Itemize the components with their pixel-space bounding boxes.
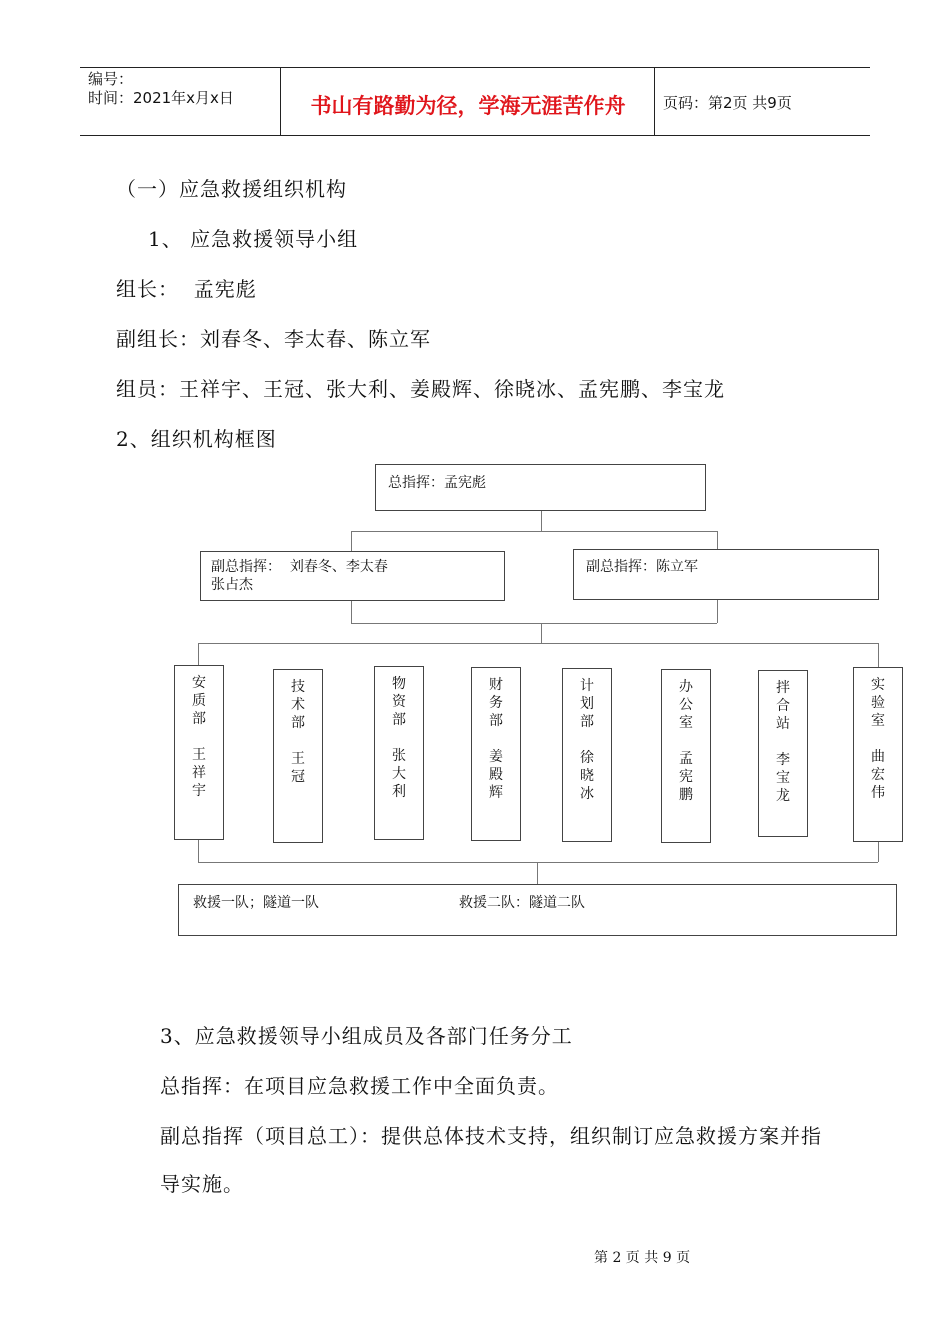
header-motto: 书山有路勤为径，学海无涯苦作舟 bbox=[310, 94, 626, 118]
person-char: 王 bbox=[192, 747, 206, 763]
deputy-commander-left-extra: 张占杰 bbox=[211, 577, 253, 593]
dept-char: 站 bbox=[776, 716, 790, 732]
dept-char: 合 bbox=[776, 698, 790, 714]
connector bbox=[351, 600, 352, 623]
rescue-teams-box bbox=[178, 884, 897, 936]
footer-page-number: 第 2 页 共 9 页 bbox=[594, 1250, 691, 1266]
leader-line: 组长： 孟宪彪 bbox=[116, 277, 257, 301]
person-char: 龙 bbox=[776, 788, 790, 804]
dept-char: 划 bbox=[580, 696, 594, 712]
person-char: 祥 bbox=[192, 765, 206, 781]
person-char: 鹏 bbox=[679, 787, 693, 803]
connector bbox=[541, 511, 542, 531]
header-page-info: 页码：第2页 共9页 bbox=[663, 94, 792, 112]
dept-char: 室 bbox=[679, 715, 693, 731]
person-char: 冰 bbox=[580, 786, 594, 802]
dept-char: 实 bbox=[871, 677, 885, 693]
connector bbox=[878, 842, 879, 862]
person-char: 晓 bbox=[580, 768, 594, 784]
dept-char: 部 bbox=[192, 711, 206, 727]
person-char: 冠 bbox=[291, 769, 305, 785]
connector bbox=[198, 840, 199, 862]
department-box bbox=[273, 669, 323, 843]
dept-char: 部 bbox=[489, 713, 503, 729]
dept-char: 计 bbox=[580, 678, 594, 694]
header-bottom-border bbox=[80, 135, 870, 136]
chief-commander-duty: 总指挥：在项目应急救援工作中全面负责。 bbox=[160, 1074, 559, 1098]
person-char: 宏 bbox=[871, 767, 885, 783]
department-box bbox=[758, 670, 808, 837]
dept-char: 办 bbox=[679, 679, 693, 695]
dept-char: 物 bbox=[392, 676, 406, 692]
person-char: 宪 bbox=[679, 769, 693, 785]
connector bbox=[198, 643, 878, 644]
connector bbox=[537, 862, 538, 884]
chief-commander-label: 总指挥：孟宪彪 bbox=[388, 475, 486, 491]
department-box bbox=[174, 665, 224, 840]
connector bbox=[351, 623, 717, 624]
connector bbox=[717, 531, 718, 549]
person-char: 宇 bbox=[192, 783, 206, 799]
person-char: 殿 bbox=[489, 767, 503, 783]
dept-char: 公 bbox=[679, 697, 693, 713]
dept-char: 部 bbox=[291, 715, 305, 731]
deputy-commander-left-label: 副总指挥： 刘春冬、李太春 bbox=[211, 559, 388, 575]
person-char: 孟 bbox=[679, 751, 693, 767]
person-char: 曲 bbox=[871, 749, 885, 765]
dept-char: 术 bbox=[291, 697, 305, 713]
person-char: 徐 bbox=[580, 750, 594, 766]
document-number-label: 编号： bbox=[88, 70, 134, 88]
members-line: 组员：王祥宇、王冠、张大利、姜殿辉、徐晓冰、孟宪鹏、李宝龙 bbox=[116, 377, 725, 401]
header-divider-right bbox=[654, 67, 655, 136]
section-title: （一）应急救援组织机构 bbox=[116, 177, 347, 201]
deputy-commander-duty-cont: 导实施。 bbox=[160, 1172, 244, 1196]
department-box bbox=[374, 666, 424, 840]
rescue-team-1-label: 救援一队；隧道一队 bbox=[193, 895, 319, 911]
department-box bbox=[853, 667, 903, 842]
dept-char: 技 bbox=[291, 679, 305, 695]
header-divider-left bbox=[280, 67, 281, 136]
connector bbox=[878, 643, 879, 667]
person-char: 利 bbox=[392, 784, 406, 800]
dept-char: 部 bbox=[392, 712, 406, 728]
header-meta bbox=[88, 70, 234, 108]
dept-char: 拌 bbox=[776, 680, 790, 696]
person-char: 伟 bbox=[871, 785, 885, 801]
deputy-leaders-line: 副组长：刘春冬、李太春、陈立军 bbox=[116, 327, 431, 351]
person-char: 王 bbox=[291, 751, 305, 767]
dept-char: 资 bbox=[392, 694, 406, 710]
deputy-commander-duty: 副总指挥（项目总工）：提供总体技术支持，组织制订应急救援方案并指 bbox=[160, 1124, 822, 1148]
person-char: 辉 bbox=[489, 785, 503, 801]
person-char: 张 bbox=[392, 748, 406, 764]
department-box bbox=[562, 668, 612, 842]
chief-commander-box bbox=[375, 464, 706, 511]
dept-char: 务 bbox=[489, 695, 503, 711]
connector bbox=[717, 600, 718, 623]
department-box bbox=[661, 669, 711, 843]
header-top-border bbox=[80, 67, 870, 68]
dept-char: 质 bbox=[192, 693, 206, 709]
document-date: 时间：2021年x月x日 bbox=[88, 89, 234, 107]
connector bbox=[351, 531, 717, 532]
person-char: 李 bbox=[776, 752, 790, 768]
deputy-commander-right-box bbox=[573, 549, 879, 600]
connector bbox=[198, 862, 878, 863]
dept-char: 室 bbox=[871, 713, 885, 729]
subsection-3-title: 3、应急救援领导小组成员及各部门任务分工 bbox=[160, 1024, 573, 1048]
connector bbox=[351, 531, 352, 551]
person-char: 大 bbox=[392, 766, 406, 782]
connector bbox=[541, 623, 542, 643]
person-char: 宝 bbox=[776, 770, 790, 786]
connector bbox=[198, 643, 199, 665]
subsection-1-title: 1、 应急救援领导小组 bbox=[148, 227, 359, 251]
deputy-commander-left-box bbox=[200, 551, 505, 601]
dept-char: 安 bbox=[192, 675, 206, 691]
person-char: 姜 bbox=[489, 749, 503, 765]
department-box bbox=[471, 667, 521, 841]
subsection-2-title: 2、组织机构框图 bbox=[116, 427, 277, 451]
deputy-commander-right-label: 副总指挥：陈立军 bbox=[586, 559, 698, 575]
dept-char: 部 bbox=[580, 714, 594, 730]
dept-char: 验 bbox=[871, 695, 885, 711]
dept-char: 财 bbox=[489, 677, 503, 693]
rescue-team-2-label: 救援二队：隧道二队 bbox=[459, 895, 585, 911]
